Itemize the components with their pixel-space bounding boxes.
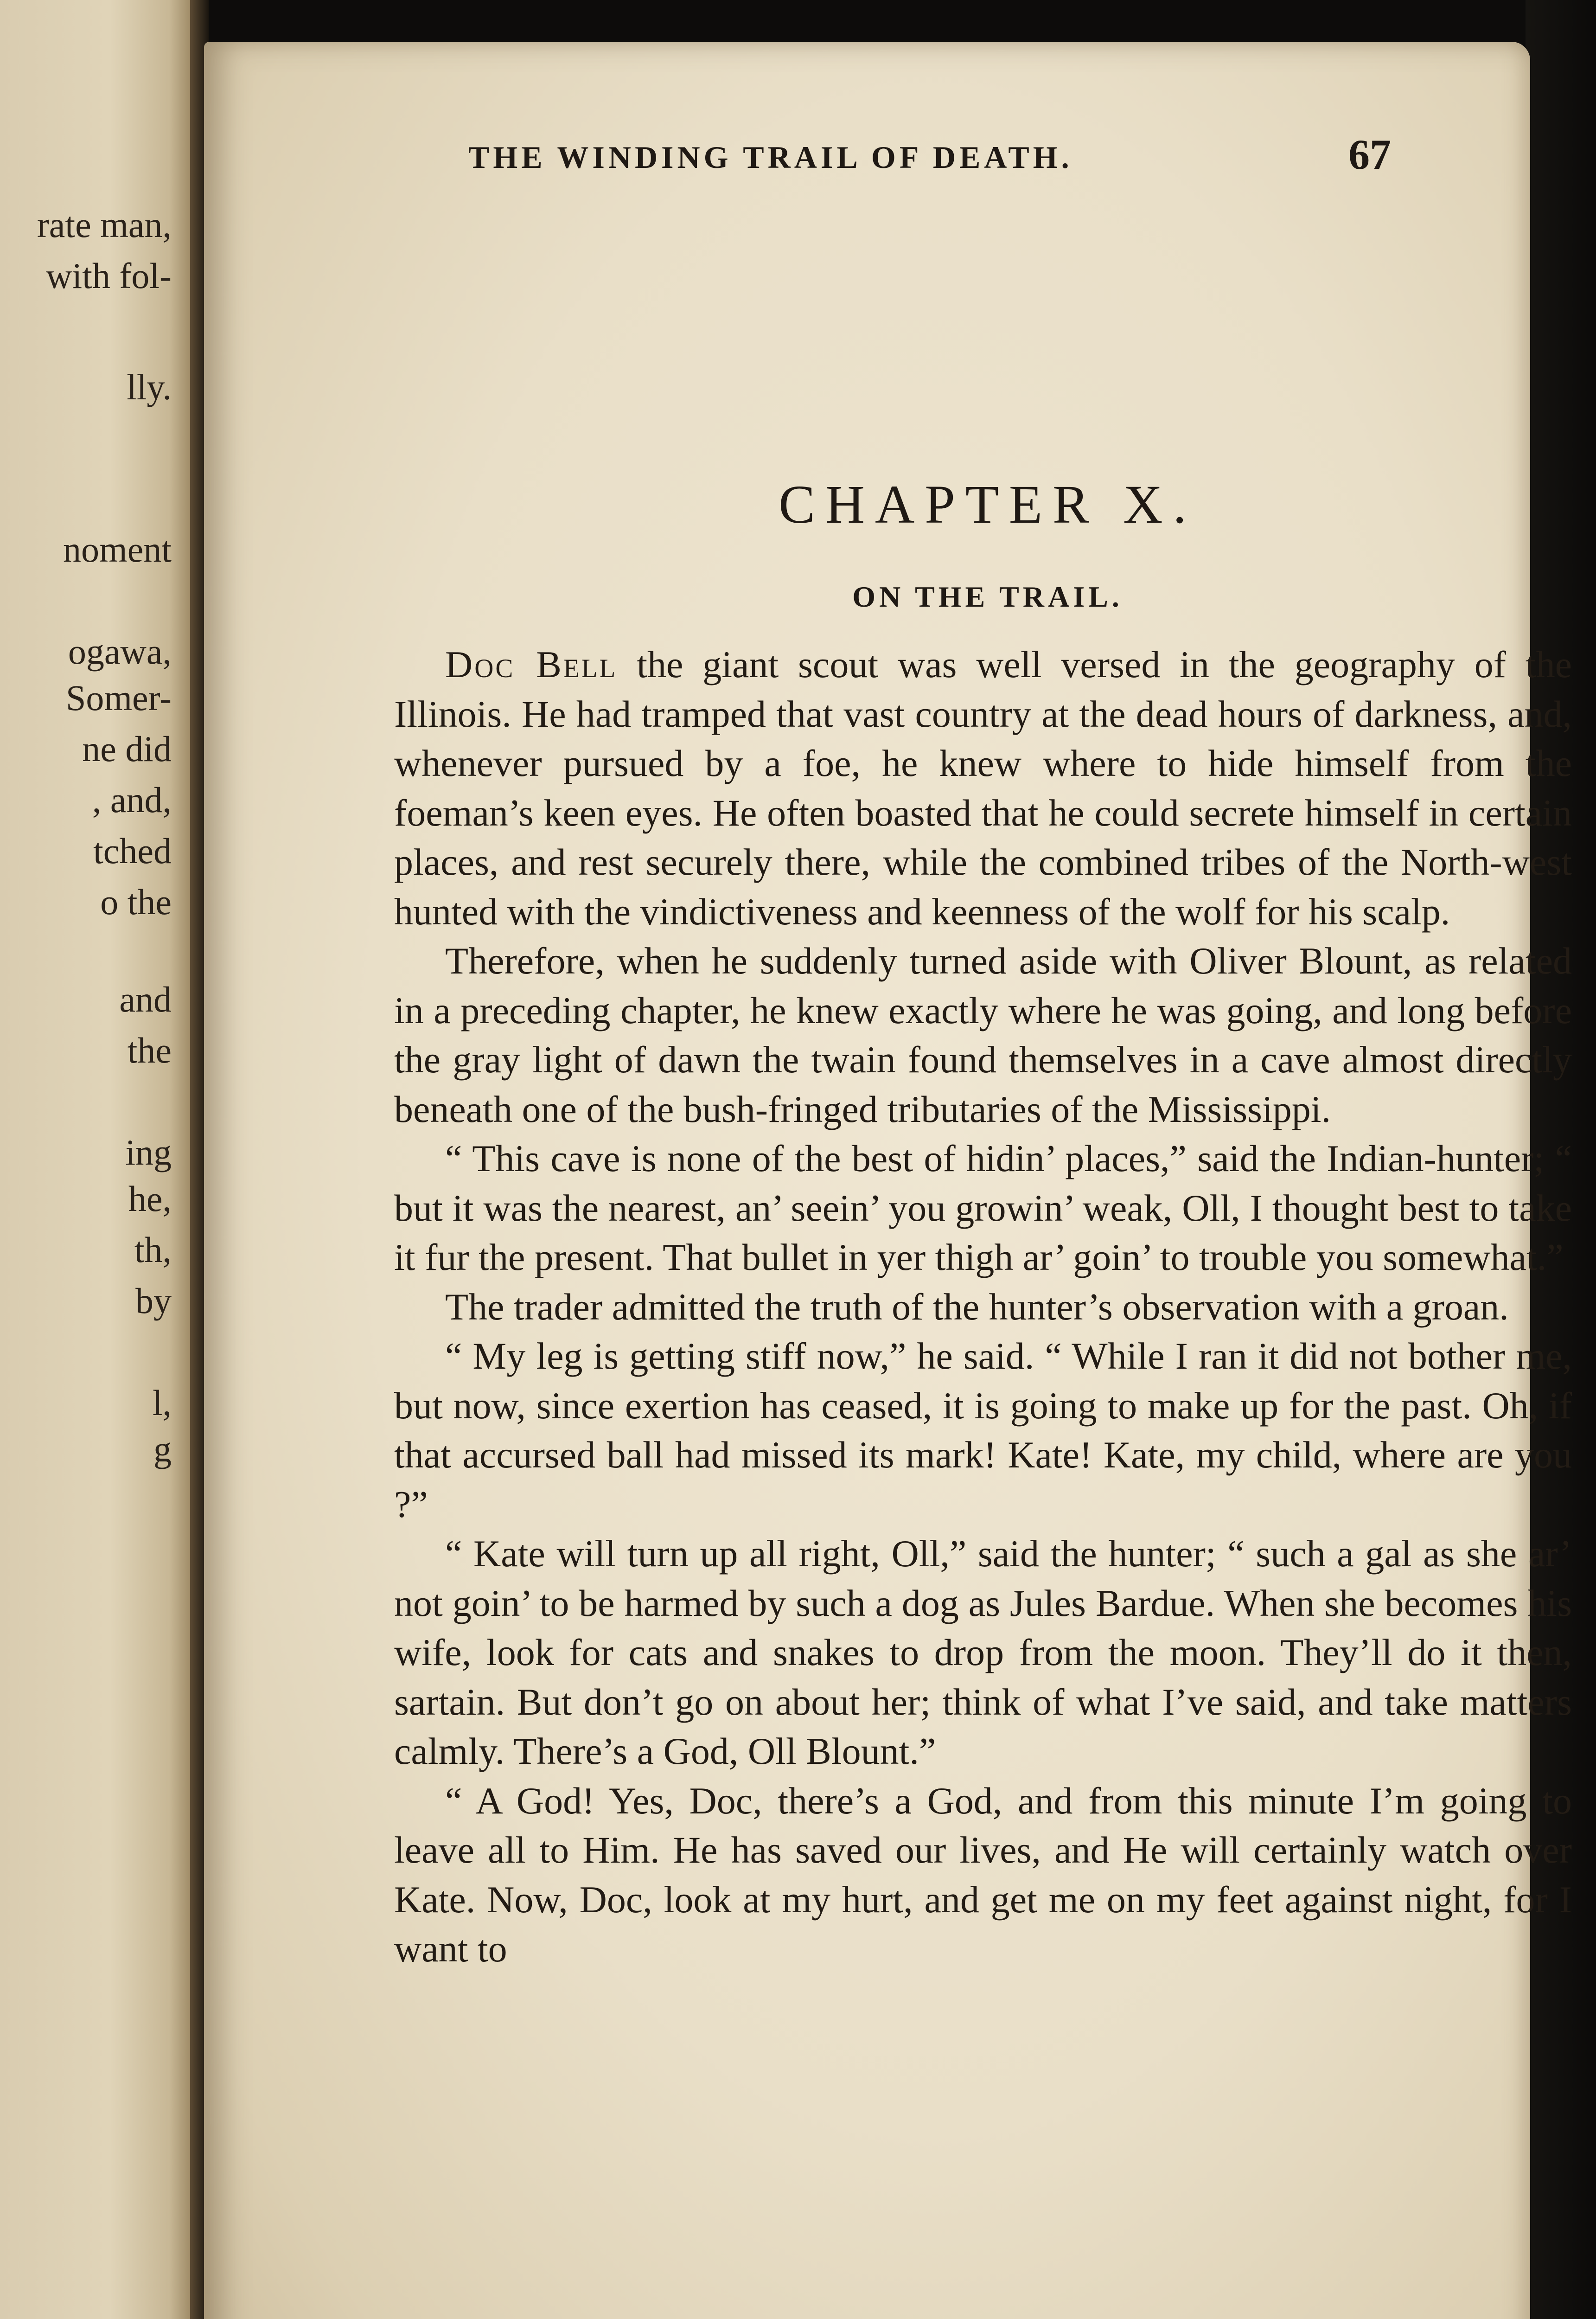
facing-line: and	[119, 979, 172, 1019]
facing-page	[0, 0, 199, 2319]
chapter-subtitle: ON THE TRAIL.	[852, 580, 1123, 613]
paragraph: The trader admitted the truth of the hunter’s observation with a groan.	[445, 1285, 1509, 1328]
facing-line: ne did	[82, 729, 172, 769]
page-number: 67	[1348, 131, 1391, 178]
paragraph	[394, 640, 1572, 936]
book-page	[204, 42, 1572, 2319]
facing-line: the	[127, 1030, 172, 1070]
facing-line: lly.	[127, 367, 172, 407]
paragraph-lead: Doc Bell	[445, 643, 618, 685]
paragraph: “ This cave is none of the best of hidin’ places,” said the Indian-hunter; “ but it was the nearest, an’ seein’ you growin’ weak, Oll, I thought best to take it fur the present. That bullet in yer thigh ar’ goin’ to trouble you somewhat.”	[394, 1137, 1572, 1278]
facing-line: noment	[63, 529, 172, 570]
facing-line: with fol-	[46, 256, 172, 296]
facing-line: by	[135, 1281, 172, 1321]
facing-line: ogawa,	[68, 631, 172, 672]
facing-line: g	[153, 1429, 172, 1469]
paragraph: “ A God! Yes, Doc, there’s a God, and from this minute I’m going to leave all to Him. He has saved our lives, and He will certainly watch over Kate. Now, Doc, look at my hurt, and get me on my feet against night, for I want to	[394, 1779, 1572, 1970]
facing-line: , and,	[92, 780, 172, 820]
running-head: THE WINDING TRAIL OF DEATH.	[468, 140, 1073, 175]
paragraph: “ Kate will turn up all right, Oll,” said the hunter; “ such a gal as she ar’ not goin’ to be harmed by such a dog as Jules Bardue. When she becomes his wife, look for cats and snakes to drop from the moon. They’ll do it then, sartain. But don’t go on about her; think of what I’ve said, and take matters calmly. There’s a God, Oll Blount.”	[394, 1532, 1572, 1772]
facing-line: tched	[93, 831, 172, 871]
chapter-title: CHAPTER X.	[779, 474, 1197, 535]
facing-line: th,	[134, 1230, 172, 1270]
paragraph: “ My leg is getting stiff now,” he said. “ While I ran it did not bother me, but now, since exertion has ceased, it is going to make up for the past. Oh, if that accursed ball had missed its mark! Kate! Kate, my child, where are you ?”	[394, 1335, 1572, 1525]
facing-line: Somer-	[65, 678, 172, 718]
facing-line: ing	[125, 1132, 172, 1172]
facing-line: o the	[100, 882, 172, 922]
paragraph: Therefore, when he suddenly turned aside with Oliver Blount, as related in a preceding chapter, he knew exactly where he was going, and long before the gray light of dawn the twain found themselves in a cave almost directly beneath one of the bush-fringed tributaries of the Mississippi.	[394, 940, 1572, 1130]
facing-line: rate man,	[37, 205, 172, 245]
paragraph-text: the giant scout was well versed in the geography of the Illinois. He had tramped that vast country at the dead hours of darkness, and, whenever pursued by a foe, he knew where to hide himself from the foeman’s keen eyes. He often boasted that he could secrete himself in certain places, and rest securely there, while the combined tribes of the North-west hunted with the vindictiveness and keenness of the wolf for his scalp.	[394, 643, 1572, 933]
facing-line: l,	[152, 1383, 172, 1423]
facing-line: he,	[128, 1179, 172, 1219]
facing-page-text	[0, 0, 185, 2319]
chapter-body	[394, 640, 1572, 1974]
